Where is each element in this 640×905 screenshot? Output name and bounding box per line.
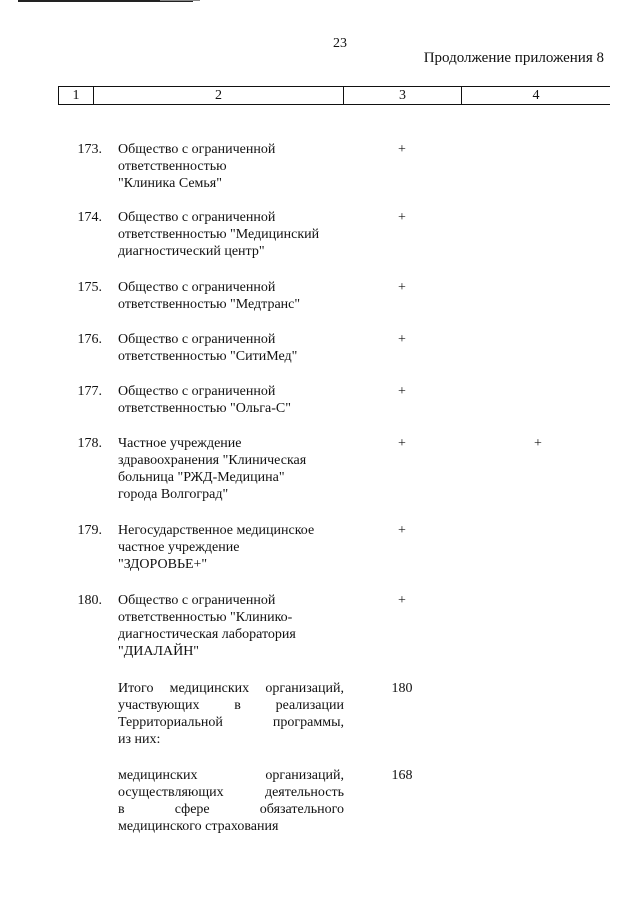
total-description [118,680,344,748]
row-number: 179. [77,523,102,538]
col3-mark: + [398,436,406,451]
name-line: Общество с ограниченной [118,384,276,399]
row-number: 178. [77,436,102,451]
total-line: участвующих в реализации [118,698,344,713]
total-line: Территориальной программы, [118,715,344,730]
row-number: 173. [77,142,102,157]
row-number: 174. [77,210,102,225]
name-line: диагностическая лаборатория [118,627,296,642]
page-number: 23 [333,36,347,51]
total-line: в сфере обязательного [118,802,344,817]
col3-mark: + [398,523,406,538]
total-line: осуществляющих деятельность [118,785,344,800]
name-line: Общество с ограниченной [118,210,276,225]
col4-mark: + [534,436,542,451]
total-line: медицинских организаций, [118,768,344,783]
header-col-2: 2 [94,87,344,104]
name-line: ответственностью "Медтранс" [118,297,301,312]
total-count: 180 [391,681,413,696]
organization-name [118,209,344,260]
scan-artifact-line [160,0,200,1]
name-line: Общество с ограниченной [118,332,276,347]
name-line: Частное учреждение [118,436,242,451]
name-line: Негосударственное медицинское [118,523,315,538]
name-line: ответственностью "СитиМед" [118,349,298,364]
name-line: частное учреждение [118,540,240,555]
name-line: Общество с ограниченной [118,280,276,295]
header-col-3: 3 [344,87,462,104]
total-count: 168 [391,768,413,783]
row-number: 180. [77,593,102,608]
row-number: 176. [77,332,102,347]
name-line: ответственностью "Клинико- [118,610,293,625]
col3-mark: + [398,142,406,157]
row-number: 177. [77,384,102,399]
name-line: "ДИАЛАЙН" [118,644,200,659]
total-line: из них: [118,732,161,747]
name-line: Общество с ограниченной [118,142,276,157]
header-col-1: 1 [58,87,94,104]
header-col-4: 4 [532,88,540,103]
name-line: диагностический центр" [118,244,265,259]
organization-name [118,383,344,417]
organization-name [118,522,344,573]
organization-name [118,592,344,660]
table-header-row [58,86,610,105]
name-line: ответственностью "Медицинский [118,227,320,242]
col3-mark: + [398,332,406,347]
name-line: ответственностью "Ольга-С" [118,401,291,416]
name-line: Общество с ограниченной [118,593,276,608]
name-line: "Клиника Семья" [118,176,222,191]
name-line: больница "РЖД-Медицина" [118,470,285,485]
col3-mark: + [398,593,406,608]
col3-mark: + [398,384,406,399]
name-line: города Волгоград" [118,487,229,502]
total-line: Итого медицинских организаций, [118,681,344,696]
organization-name [118,141,344,192]
col3-mark: + [398,280,406,295]
organization-name [118,279,344,313]
name-line: здравоохранения "Клиническая [118,453,307,468]
name-line: "ЗДОРОВЬЕ+" [118,557,208,572]
total-description [118,767,344,835]
total-line: медицинского страхования [118,819,279,834]
continuation-heading: Продолжение приложения 8 [423,50,604,66]
col3-mark: + [398,210,406,225]
row-number: 175. [77,280,102,295]
organization-name [118,435,344,503]
name-line: ответственностью [118,159,227,174]
organization-name [118,331,344,365]
